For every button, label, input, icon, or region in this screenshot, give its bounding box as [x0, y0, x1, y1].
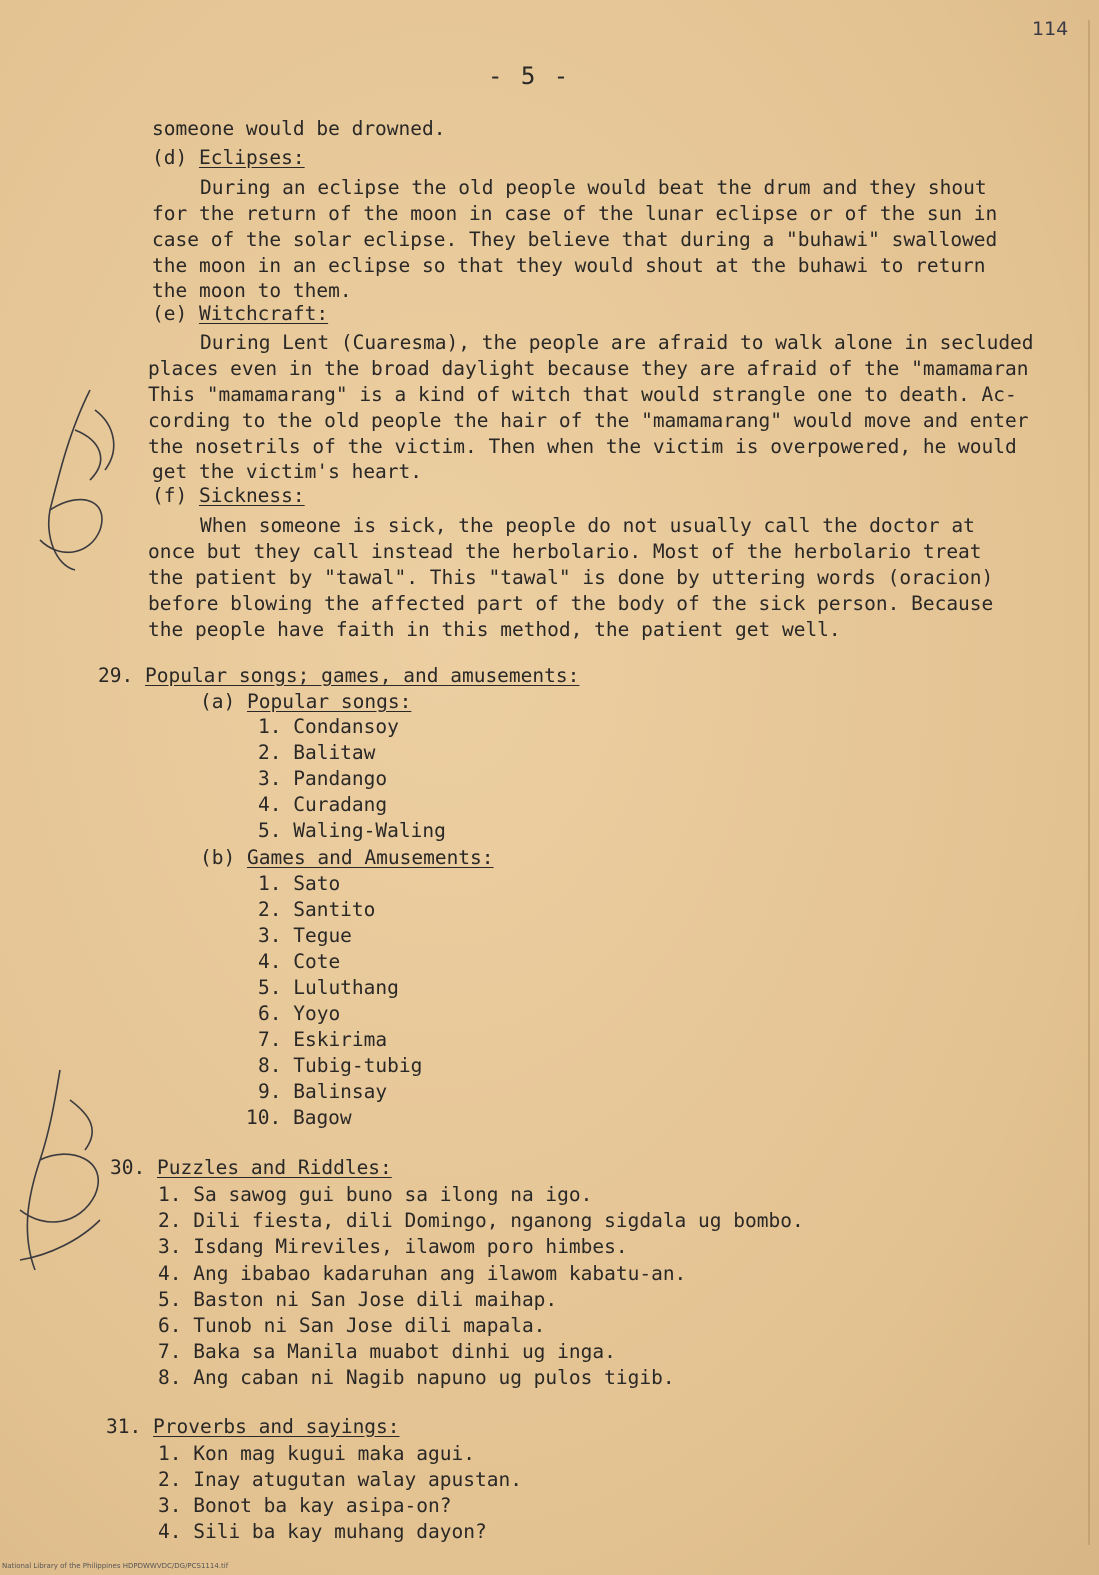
- games-heading: Games and Amusements:: [246, 846, 494, 869]
- eclipses-line: the moon to them.: [152, 279, 352, 302]
- continued-line: someone would be drowned.: [152, 117, 446, 140]
- sickness-line: once but they call instead the herbolario. Most of the herbolario treat: [148, 540, 982, 563]
- songs-heading-row: [200, 689, 411, 715]
- eclipses-label: (d): [152, 146, 188, 169]
- section-31-number: 31.: [106, 1415, 142, 1438]
- riddle-item: 4. Ang ibabao kadaruhan ang ilawom kabatu-an.: [158, 1262, 687, 1285]
- witchcraft-line: cording to the old people the hair of the "mamamarang" would move and enter: [148, 409, 1029, 432]
- game-item: 2. Santito: [258, 898, 376, 921]
- archive-footer: National Library of the Philippines HDPDWWVDC/DG/PCS1114.tif: [2, 1562, 229, 1570]
- riddle-item: 2. Dili fiesta, dili Domingo, nganong sigdala ug bombo.: [158, 1209, 804, 1232]
- game-item: 7. Eskirima: [258, 1028, 388, 1051]
- sickness-line: the people have faith in this method, the patient get well.: [148, 618, 841, 641]
- page-edge-line: [1088, 20, 1090, 1545]
- witchcraft-line: get the victim's heart.: [152, 460, 423, 483]
- sickness-heading: Sickness:: [198, 484, 305, 507]
- section-29-number: 29.: [98, 664, 134, 687]
- witchcraft-heading: Witchcraft:: [198, 302, 329, 325]
- song-item: 5. Waling-Waling: [258, 819, 446, 842]
- song-item: 3. Pandango: [258, 767, 388, 790]
- game-item: 4. Cote: [258, 950, 341, 973]
- song-item: 1. Condansoy: [258, 715, 399, 738]
- game-item: 1. Sato: [258, 872, 341, 895]
- witchcraft-line: During Lent (Cuaresma), the people are afraid to walk alone in secluded: [200, 331, 1034, 354]
- sickness-line: the patient by "tawal". This "tawal" is done by uttering words (oracion): [148, 566, 994, 589]
- song-item: 4. Curadang: [258, 793, 388, 816]
- eclipses-heading-row: [152, 145, 305, 171]
- proverb-item: 1. Kon mag kugui maka agui.: [158, 1442, 475, 1465]
- game-item: 9. Balinsay: [258, 1080, 388, 1103]
- songs-heading: Popular songs:: [246, 690, 412, 713]
- riddle-item: 8. Ang caban ni Nagib napuno ug pulos tigib.: [158, 1366, 675, 1389]
- section-29-heading: Popular songs; games, and amusements:: [144, 664, 580, 687]
- game-item: 10. Bagow: [246, 1106, 352, 1129]
- witchcraft-line: This "mamamarang" is a kind of witch that would strangle one to death. Ac-: [148, 383, 1017, 406]
- section-29-heading-row: [98, 663, 579, 689]
- eclipses-line: the moon in an eclipse so that they would shout at the buhawi to return: [152, 254, 986, 277]
- section-31-heading-row: [106, 1414, 400, 1440]
- sickness-label: (f): [152, 484, 188, 507]
- section-31-heading: Proverbs and sayings:: [152, 1415, 400, 1438]
- sickness-line: When someone is sick, the people do not usually call the doctor at: [200, 514, 975, 537]
- page-number: 114: [1032, 18, 1069, 40]
- riddle-item: 7. Baka sa Manila muabot dinhi ug inga.: [158, 1340, 616, 1363]
- game-item: 6. Yoyo: [258, 1002, 341, 1025]
- sickness-heading-row: [152, 483, 305, 509]
- sickness-line: before blowing the affected part of the body of the sick person. Because: [148, 592, 994, 615]
- game-item: 8. Tubig-tubig: [258, 1054, 423, 1077]
- proverb-item: 3. Bonot ba kay asipa-on?: [158, 1494, 452, 1517]
- eclipses-line: for the return of the moon in case of the lunar eclipse or of the sun in: [152, 202, 998, 225]
- games-heading-row: [200, 845, 494, 871]
- witchcraft-label: (e): [152, 302, 188, 325]
- eclipses-heading: Eclipses:: [198, 146, 305, 169]
- section-30-number: 30.: [110, 1156, 146, 1179]
- riddle-item: 1. Sa sawog gui buno sa ilong na igo.: [158, 1183, 593, 1206]
- page-marker: - 5 -: [488, 62, 571, 90]
- handwritten-signature-bottom: [0, 1060, 130, 1300]
- riddle-item: 6. Tunob ni San Jose dili mapala.: [158, 1314, 546, 1337]
- game-item: 3. Tegue: [258, 924, 352, 947]
- games-label: (b): [200, 846, 236, 869]
- witchcraft-line: the nosetrils of the victim. Then when the victim is overpowered, he would: [148, 435, 1017, 458]
- witchcraft-heading-row: [152, 301, 328, 327]
- proverb-item: 2. Inay atugutan walay apustan.: [158, 1468, 522, 1491]
- handwritten-signature-top: [20, 370, 130, 590]
- proverb-item: 4. Sili ba kay muhang dayon?: [158, 1520, 487, 1543]
- song-item: 2. Balitaw: [258, 741, 376, 764]
- riddle-item: 5. Baston ni San Jose dili maihap.: [158, 1288, 558, 1311]
- section-30-heading: Puzzles and Riddles:: [156, 1156, 392, 1179]
- eclipses-line: During an eclipse the old people would beat the drum and they shout: [200, 176, 987, 199]
- songs-label: (a): [200, 690, 236, 713]
- riddle-item: 3. Isdang Mireviles, ilawom poro himbes.: [158, 1235, 628, 1258]
- witchcraft-line: places even in the broad daylight because they are afraid of the "mamamaran: [148, 357, 1029, 380]
- eclipses-line: case of the solar eclipse. They believe that during a "buhawi" swallowed: [152, 228, 998, 251]
- game-item: 5. Luluthang: [258, 976, 399, 999]
- section-30-heading-row: [110, 1155, 392, 1181]
